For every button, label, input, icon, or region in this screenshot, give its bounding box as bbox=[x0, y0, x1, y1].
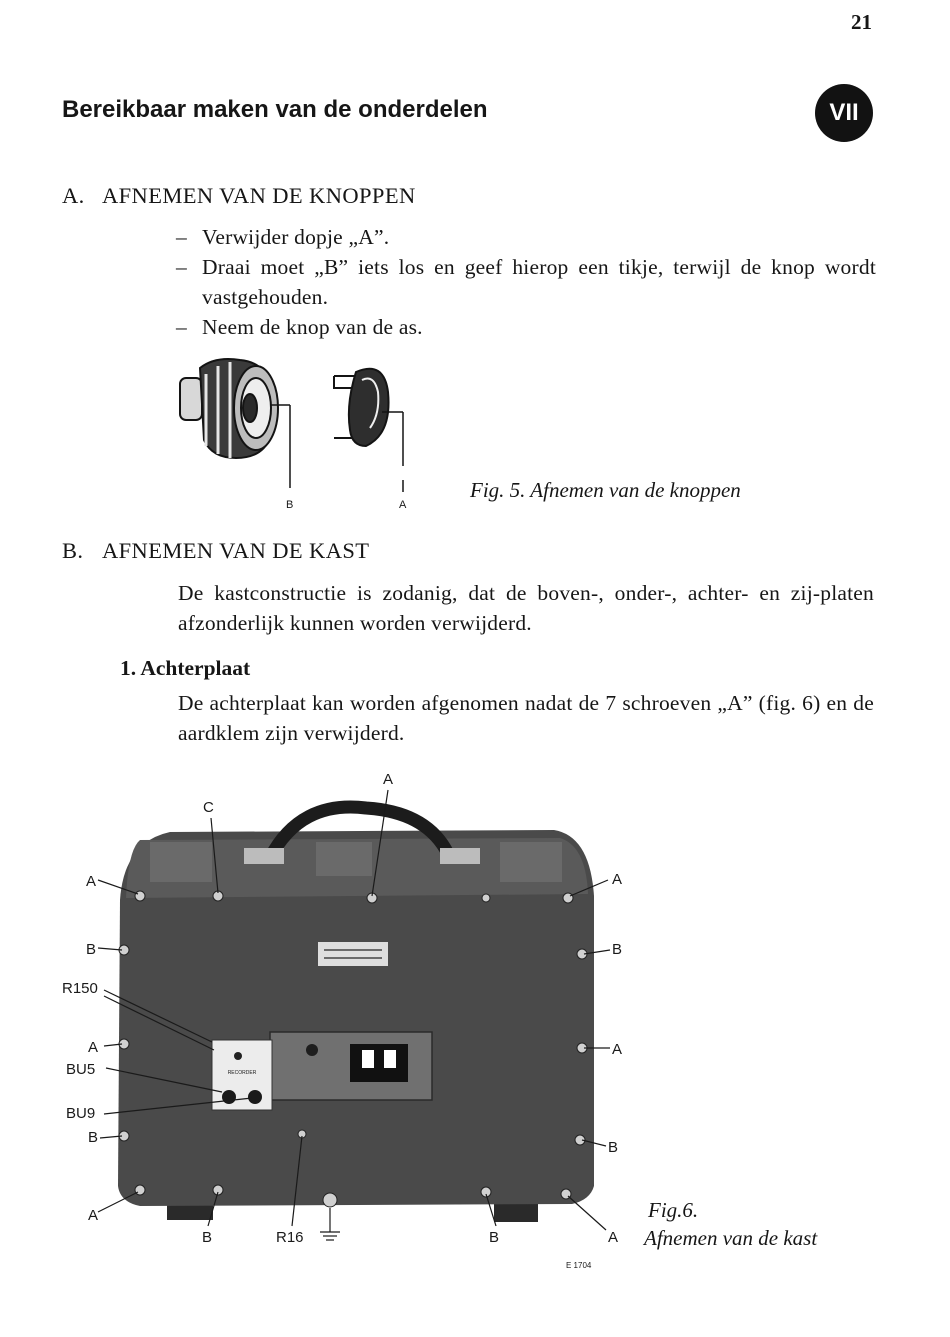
step-text: Neem de knop van de as. bbox=[202, 315, 423, 339]
step-text: Verwijder dopje „A”. bbox=[202, 225, 390, 249]
subsection-title: Achterplaat bbox=[140, 656, 251, 680]
recorder-label: RECORDER bbox=[227, 1070, 257, 1076]
chapter-badge: VII bbox=[815, 84, 873, 142]
callout-left: B bbox=[88, 1129, 99, 1146]
page-number: 21 bbox=[851, 10, 872, 34]
step-dash: – bbox=[176, 225, 187, 249]
step-text: Draai moet „B” iets los en geef hierop een tikje, terwijl de knop wordt vastgehouden. bbox=[202, 255, 876, 309]
handle-bracket bbox=[244, 848, 284, 864]
fig5-label-b: B bbox=[286, 499, 294, 511]
callout-bottom: R16 bbox=[276, 1229, 304, 1246]
figure-6-caption-title: Afnemen van de kast bbox=[644, 1226, 818, 1250]
callout-left: A bbox=[88, 1207, 99, 1224]
section-b-letter: B. bbox=[62, 538, 84, 563]
callout-bottom: B bbox=[489, 1229, 500, 1246]
callout-left: R150 bbox=[62, 980, 98, 997]
section-b-title: AFNEMEN VAN DE KAST bbox=[102, 538, 370, 563]
callout-left: BU5 bbox=[66, 1061, 96, 1078]
subsection-number: 1. bbox=[120, 656, 137, 680]
chapter-title: Bereikbaar maken van de onderdelen bbox=[62, 96, 488, 123]
fig5-label-a: A bbox=[399, 499, 407, 511]
callout-left: BU9 bbox=[66, 1105, 96, 1122]
callout-a-top: A bbox=[383, 771, 394, 788]
section-a-title: AFNEMEN VAN DE KNOPPEN bbox=[102, 183, 416, 208]
vent-grille bbox=[316, 842, 372, 876]
callout-right: B bbox=[608, 1139, 619, 1156]
callout-left: A bbox=[86, 873, 97, 890]
handle-bracket bbox=[440, 848, 480, 864]
callout-right: A bbox=[608, 1229, 619, 1246]
callout-left: A bbox=[88, 1039, 99, 1056]
subsection-text: De achterplaat kan worden afgenomen nadat de 7 schroeven „A” (fig. 6) en de aardklem zijn verwijderd. bbox=[178, 691, 874, 745]
vent-grille bbox=[150, 842, 212, 882]
section-a-letter: A. bbox=[62, 183, 85, 208]
type-plate bbox=[318, 942, 388, 966]
callout-c: C bbox=[203, 799, 214, 816]
vent-grille bbox=[500, 842, 562, 882]
figure-code: E 1704 bbox=[566, 1261, 592, 1270]
figure-6-caption-number: Fig.6. bbox=[648, 1198, 699, 1222]
mains-socket bbox=[350, 1044, 408, 1082]
callout-right: A bbox=[612, 871, 623, 888]
callout-bottom: B bbox=[202, 1229, 213, 1246]
step-dash: – bbox=[176, 255, 187, 279]
socket-bu9 bbox=[248, 1090, 262, 1104]
section-b-intro: De kastconstructie is zodanig, dat de boven-, onder-, achter- en zij-platen afzonderlijk kunnen worden verwijderd. bbox=[178, 581, 874, 635]
figure-5-caption: Fig. 5. Afnemen van de knoppen bbox=[470, 478, 741, 502]
callout-right: B bbox=[612, 941, 623, 958]
step-dash: – bbox=[176, 315, 187, 339]
callout-right: A bbox=[612, 1041, 623, 1058]
callout-left: B bbox=[86, 941, 97, 958]
socket-bu5 bbox=[222, 1090, 236, 1104]
